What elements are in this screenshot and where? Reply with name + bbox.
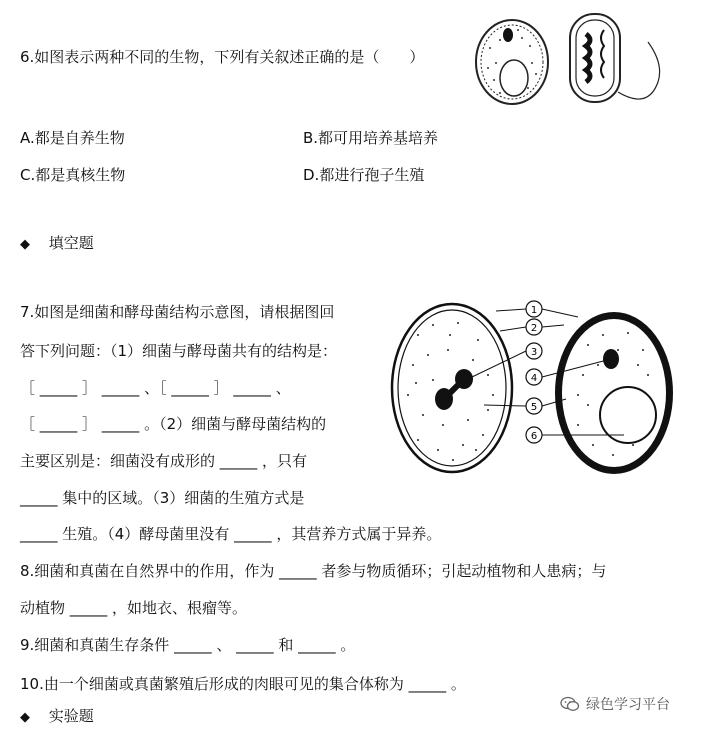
q7-line-6: _____ 集中的区域。（3）细菌的生殖方式是 xyxy=(20,489,305,507)
q8-line-2: 动植物 _____ ，如地衣、根瘤等。 xyxy=(20,599,248,617)
figure-label-4: 4 xyxy=(530,373,538,384)
section-fill-header xyxy=(20,233,94,255)
diamond-icon: ◆ xyxy=(20,237,30,252)
q7-line-5: 主要区别是：细菌没有成形的 _____ ，只有 xyxy=(20,452,308,470)
q9-text: 9.细菌和真菌生存条件 _____ 、 _____ 和 _____ 。 xyxy=(20,636,356,654)
figure-label-3: 3 xyxy=(530,347,538,358)
figure-label-5: 5 xyxy=(530,402,538,413)
diamond-icon: ◆ xyxy=(20,710,30,725)
watermark-text: 绿色学习平台 xyxy=(586,697,670,713)
figure-label-6: 6 xyxy=(530,431,538,442)
q6-stem: 6.如图表示两种不同的生物，下列有关叙述正确的是（ ） xyxy=(20,48,425,66)
yeast-diagram xyxy=(556,313,672,473)
section-exp-title: 实验题 xyxy=(48,707,94,725)
q7-line-2: 答下列问题：（1）细菌与酵母菌共有的结构是： xyxy=(20,342,338,360)
q8-line-1: 8.细菌和真菌在自然界中的作用，作为 _____ 者参与物质循环；引起动植物和人患病；与 xyxy=(20,562,607,580)
q6-option-b: B.都可用培养基培养 xyxy=(303,129,439,147)
figure-label-2: 2 xyxy=(530,323,538,334)
wechat-icon xyxy=(560,696,580,712)
q6-option-d: D.都进行孢子生殖 xyxy=(303,166,425,184)
watermark xyxy=(560,694,670,714)
q7-line-1: 7.如图是细菌和酵母菌结构示意图，请根据图回 xyxy=(20,303,335,321)
figure-label-1: 1 xyxy=(530,305,538,316)
section-fill-title: 填空题 xyxy=(48,234,94,252)
q6-option-a: A.都是自养生物 xyxy=(20,129,125,147)
q10-text: 10.由一个细菌或真菌繁殖后形成的肉眼可见的集合体称为 _____ 。 xyxy=(20,675,466,693)
q7-line-3: ［ _____ ］ _____ 、［ _____ ］ _____ 、 xyxy=(20,379,291,397)
q7-line-4: ［ _____ ］ _____ 。（2）细菌与酵母菌结构的 xyxy=(20,415,327,433)
q6-option-c: C.都是真核生物 xyxy=(20,166,126,184)
q7-line-7: _____ 生殖。（4）酵母菌里没有 _____ ，其营养方式属于异养。 xyxy=(20,525,442,543)
q6-figure xyxy=(470,8,670,113)
section-exp-header xyxy=(20,706,94,728)
q7-figure xyxy=(388,295,678,485)
bacterium-cell-illustration xyxy=(570,14,660,102)
bacterium-diagram xyxy=(392,304,512,472)
yeast-cell-illustration xyxy=(476,20,548,104)
